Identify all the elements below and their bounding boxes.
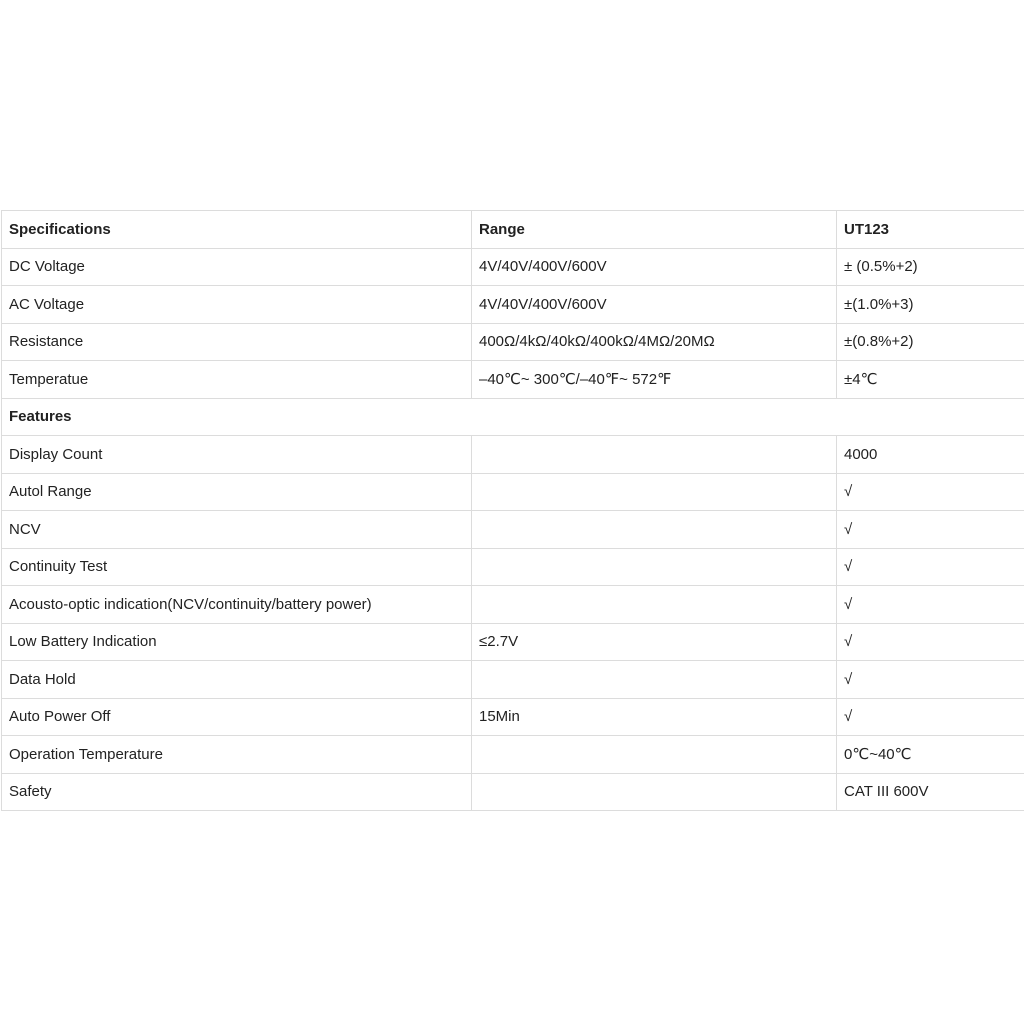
feature-range bbox=[472, 661, 837, 699]
spec-value: ±4℃ bbox=[837, 361, 1024, 399]
spec-value: ±(0.8%+2) bbox=[837, 323, 1024, 361]
feature-name: Acousto-optic indication(NCV/continuity/battery power) bbox=[2, 586, 472, 624]
table-row bbox=[2, 586, 1024, 624]
table-row bbox=[2, 361, 1024, 399]
spec-name: Resistance bbox=[2, 323, 472, 361]
spec-range: 400Ω/4kΩ/40kΩ/400kΩ/4MΩ/20MΩ bbox=[472, 323, 837, 361]
feature-name: Data Hold bbox=[2, 661, 472, 699]
feature-value: √ bbox=[837, 473, 1024, 511]
feature-name: Safety bbox=[2, 773, 472, 811]
feature-name: Low Battery Indication bbox=[2, 623, 472, 661]
table-row bbox=[2, 286, 1024, 324]
feature-range bbox=[472, 736, 837, 774]
spec-value: ±(1.0%+3) bbox=[837, 286, 1024, 324]
feature-range bbox=[472, 511, 837, 549]
feature-name: Display Count bbox=[2, 436, 472, 474]
header-model: UT123 bbox=[837, 211, 1024, 249]
table-row bbox=[2, 698, 1024, 736]
table-row bbox=[2, 773, 1024, 811]
table-header-row bbox=[2, 211, 1024, 249]
feature-value: CAT III 600V bbox=[837, 773, 1024, 811]
table-row bbox=[2, 473, 1024, 511]
feature-name: Continuity Test bbox=[2, 548, 472, 586]
header-range: Range bbox=[472, 211, 837, 249]
table-row bbox=[2, 548, 1024, 586]
features-label: Features bbox=[2, 398, 1024, 436]
feature-name: NCV bbox=[2, 511, 472, 549]
spec-name: DC Voltage bbox=[2, 248, 472, 286]
spec-name: Temperatue bbox=[2, 361, 472, 399]
table-row bbox=[2, 661, 1024, 699]
feature-value: 4000 bbox=[837, 436, 1024, 474]
feature-range: 15Min bbox=[472, 698, 837, 736]
table-row bbox=[2, 436, 1024, 474]
table-row bbox=[2, 248, 1024, 286]
feature-range bbox=[472, 773, 837, 811]
feature-range: ≤2.7V bbox=[472, 623, 837, 661]
feature-value: 0℃~40℃ bbox=[837, 736, 1024, 774]
feature-range bbox=[472, 473, 837, 511]
table-row bbox=[2, 323, 1024, 361]
header-specifications: Specifications bbox=[2, 211, 472, 249]
feature-range bbox=[472, 586, 837, 624]
table-row bbox=[2, 623, 1024, 661]
spec-value: ± (0.5%+2) bbox=[837, 248, 1024, 286]
spec-name: AC Voltage bbox=[2, 286, 472, 324]
table-row bbox=[2, 511, 1024, 549]
table-row bbox=[2, 736, 1024, 774]
feature-name: Operation Temperature bbox=[2, 736, 472, 774]
spec-range: –40℃~ 300℃/–40℉~ 572℉ bbox=[472, 361, 837, 399]
spec-range: 4V/40V/400V/600V bbox=[472, 248, 837, 286]
feature-name: Auto Power Off bbox=[2, 698, 472, 736]
feature-value: √ bbox=[837, 623, 1024, 661]
specifications-table bbox=[1, 210, 1024, 811]
feature-range bbox=[472, 548, 837, 586]
spec-range: 4V/40V/400V/600V bbox=[472, 286, 837, 324]
feature-value: √ bbox=[837, 698, 1024, 736]
feature-value: √ bbox=[837, 511, 1024, 549]
feature-value: √ bbox=[837, 661, 1024, 699]
feature-range bbox=[472, 436, 837, 474]
feature-name: Autol Range bbox=[2, 473, 472, 511]
features-section-row bbox=[2, 398, 1024, 436]
feature-value: √ bbox=[837, 586, 1024, 624]
feature-value: √ bbox=[837, 548, 1024, 586]
